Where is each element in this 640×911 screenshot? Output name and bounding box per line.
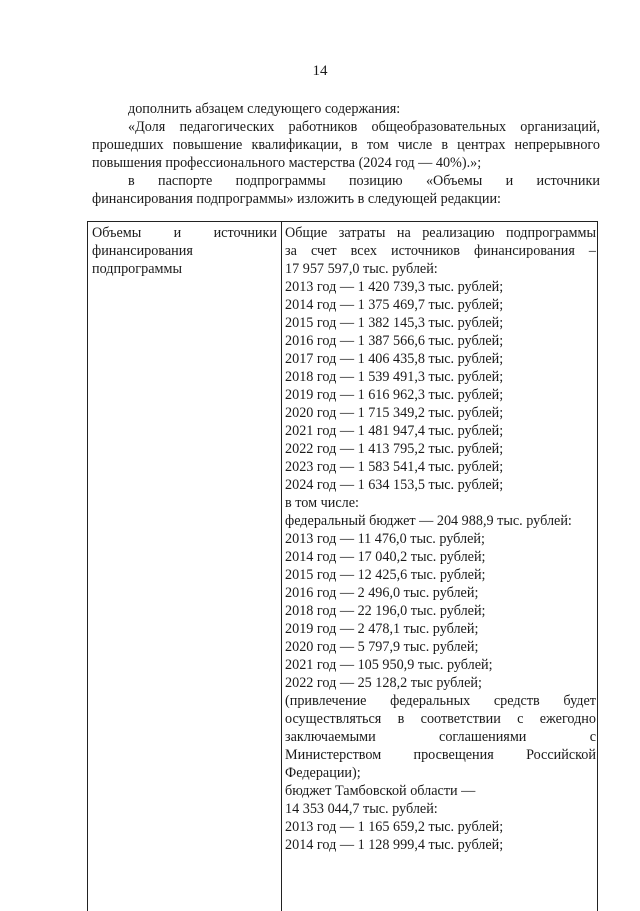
- table-value-cell: [285, 224, 596, 854]
- quote-line: повышения профессионального мастерства (2024 год — 40%).»;: [92, 155, 482, 171]
- federal-year-line: 2015 год — 12 425,6 тыс. рублей;: [285, 567, 486, 583]
- regional-year-line: 2014 год — 1 128 999,4 тыс. рублей;: [285, 837, 504, 853]
- intro-text: [92, 100, 600, 208]
- total-year-line: 2017 год — 1 406 435,8 тыс. рублей;: [285, 351, 504, 367]
- note-line: осуществляться в соответствии с ежегодно: [285, 711, 596, 727]
- total-year-line: 2022 год — 1 413 795,2 тыс. рублей;: [285, 441, 504, 457]
- federal-year-line: 2019 год — 2 478,1 тыс. рублей;: [285, 621, 479, 637]
- label-line: финансирования: [92, 243, 193, 259]
- page-number: 14: [312, 63, 328, 79]
- federal-year-line: 2013 год — 11 476,0 тыс. рублей;: [285, 531, 485, 547]
- total-line: за счет всех источников финансирования –: [285, 243, 596, 259]
- total-year-line: 2020 год — 1 715 349,2 тыс. рублей;: [285, 405, 504, 421]
- note-line: (привлечение федеральных средств будет: [285, 693, 596, 709]
- federal-year-line: 2018 год — 22 196,0 тыс. рублей;: [285, 603, 486, 619]
- quote-line: «Доля педагогических работников общеобразовательных организаций,: [128, 119, 600, 135]
- total-year-line: 2023 год — 1 583 541,4 тыс. рублей;: [285, 459, 504, 475]
- table-label-cell: [92, 224, 277, 278]
- quote-line: прошедших повышение квалификации, в том числе в центрах непрерывного: [92, 137, 600, 153]
- total-year-line: 2019 год — 1 616 962,3 тыс. рублей;: [285, 387, 504, 403]
- federal-year-line: 2014 год — 17 040,2 тыс. рублей;: [285, 549, 486, 565]
- column-divider: [281, 222, 282, 911]
- financing-table: [87, 221, 598, 911]
- federal-year-line: 2022 год — 25 128,2 тыс рублей;: [285, 675, 482, 691]
- passport-line: в паспорте подпрограммы позицию «Объемы и источники: [128, 173, 600, 189]
- label-line: подпрограммы: [92, 261, 182, 277]
- regional-year-line: 2013 год — 1 165 659,2 тыс. рублей;: [285, 819, 504, 835]
- total-year-line: 2021 год — 1 481 947,4 тыс. рублей;: [285, 423, 504, 439]
- including-label: в том числе:: [285, 495, 359, 511]
- federal-total-line: федеральный бюджет — 204 988,9 тыс. рублей:: [285, 513, 572, 529]
- note-line: заключаемыми соглашениями с: [285, 729, 596, 745]
- total-year-line: 2016 год — 1 387 566,6 тыс. рублей;: [285, 333, 504, 349]
- label-line: Объемы и источники: [92, 225, 277, 241]
- regional-line: 14 353 044,7 тыс. рублей:: [285, 801, 438, 817]
- regional-line: бюджет Тамбовской области —: [285, 783, 476, 799]
- federal-year-line: 2016 год — 2 496,0 тыс. рублей;: [285, 585, 479, 601]
- total-year-line: 2024 год — 1 634 153,5 тыс. рублей;: [285, 477, 504, 493]
- federal-year-line: 2020 год — 5 797,9 тыс. рублей;: [285, 639, 479, 655]
- total-line: 17 957 597,0 тыс. рублей:: [285, 261, 438, 277]
- total-year-line: 2015 год — 1 382 145,3 тыс. рублей;: [285, 315, 504, 331]
- total-year-line: 2013 год — 1 420 739,3 тыс. рублей;: [285, 279, 504, 295]
- total-line: Общие затраты на реализацию подпрограммы: [285, 225, 596, 241]
- passport-line: финансирования подпрограммы» изложить в следующей редакции:: [92, 191, 501, 207]
- federal-year-line: 2021 год — 105 950,9 тыс. рублей;: [285, 657, 493, 673]
- intro-line: дополнить абзацем следующего содержания:: [128, 101, 401, 117]
- note-line: Федерации);: [285, 765, 361, 781]
- total-year-line: 2018 год — 1 539 491,3 тыс. рублей;: [285, 369, 504, 385]
- total-year-line: 2014 год — 1 375 469,7 тыс. рублей;: [285, 297, 504, 313]
- note-line: Министерством просвещения Российской: [285, 747, 596, 763]
